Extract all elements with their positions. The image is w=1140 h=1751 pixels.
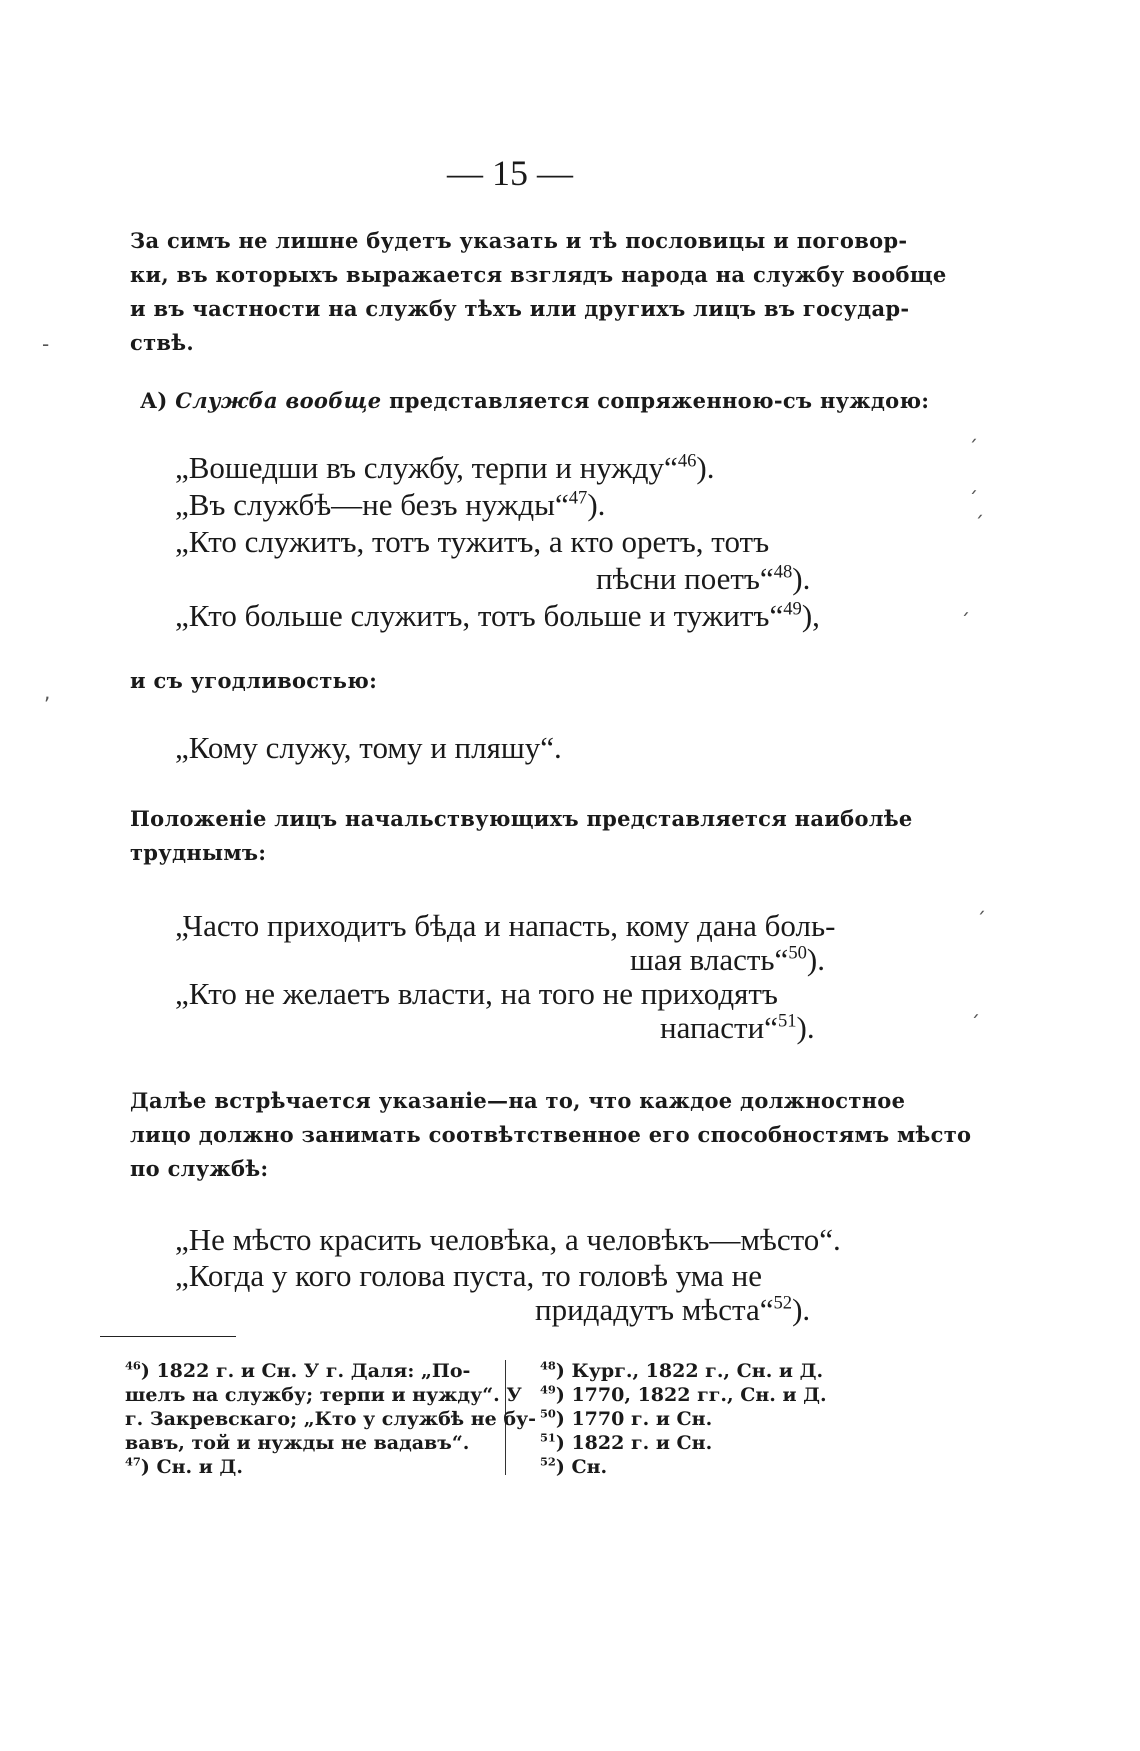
page-number: — 15 — [447,153,573,193]
place-intro-line-3: по службѣ: [130,1156,269,1181]
footnote-50 [540,1408,712,1430]
margin-dash-mark: - [42,332,50,356]
margin-pencil-mark: ˊ [968,436,978,460]
intro-line-4: ствѣ. [130,330,194,355]
section-a-italic: Служба вообще [175,388,382,413]
proverb-need-3-line-1: „Кто служитъ, тотъ тужитъ, а кто оретъ, тотъ [175,524,770,559]
proverb-need-4 [175,598,820,634]
footnote-49-text: ) 1770, 1822 гг., Сн. и Д. [555,1384,827,1406]
footnote-ref-49: 49 [783,598,802,620]
proverb-power-2-line-1: „Кто не желаетъ власти, на того не приходятъ [175,976,778,1011]
intro-line-1: За симъ не лишне будетъ указать и тѣ пословицы и поговор- [130,228,908,253]
proverb-close: ). [792,1292,811,1327]
footnote-ref-50: 50 [788,942,807,964]
footnote-ref-48: 48 [773,561,793,583]
proverb-need-2 [175,487,605,523]
footnote-46-number: 46 [125,1358,141,1373]
proverb-need-1-text: „Вошедши въ службу, терпи и нужду“ [175,450,678,485]
proverb-power-2-line-2 [660,1010,815,1046]
footnote-50-number: 50 [540,1406,556,1421]
footnote-48 [540,1360,823,1382]
footnote-51-text: ) 1822 г. и Сн. [555,1432,713,1454]
proverb-close: ), [801,598,820,633]
proverb-place-2-line-2 [535,1292,810,1328]
footnote-51-number: 51 [540,1430,556,1445]
proverb-power-1-line-2 [630,942,825,978]
place-intro-line-1: Далѣе встрѣчается указаніе—на то, что каждое должностное [130,1088,906,1113]
footnote-46-line-1 [125,1360,470,1382]
servility-intro: и съ угодливостью: [130,668,378,693]
section-a-prefix: А) [140,388,168,413]
intro-line-2: ки, въ которыхъ выражается взглядъ народа на службу вообще [130,262,947,287]
footnote-46-line-4: вавъ, той и нужды не вадавъ“. [125,1432,470,1454]
footnote-ref-52: 52 [773,1292,793,1314]
footnote-46-line-3: г. Закревскаго; „Кто у службѣ не бу- [125,1408,537,1430]
proverb-close: ). [696,450,715,485]
proverb-servility: „Кому служу, тому и пляшу“. [175,730,562,765]
margin-pencil-mark: ˏ [968,470,978,494]
proverb-close: ). [587,487,606,522]
margin-pencil-mark: ˏ [970,994,980,1018]
footnote-ref-47: 47 [568,487,588,509]
footnote-47-number: 47 [125,1454,141,1469]
proverb-close: ). [792,561,811,596]
margin-pencil-mark: ˊ [976,908,986,932]
proverb-need-3-line-2 [596,561,810,597]
section-a-rest: представляется сопряженною-съ нуждою: [389,388,930,413]
leaders-intro-line-2: труднымъ: [130,840,267,865]
proverb-place-1: „Не мѣсто красить человѣка, а человѣкъ—мѣсто“. [175,1222,841,1257]
proverb-need-4-text: „Кто больше служитъ, тотъ больше и тужитъ“ [175,598,784,633]
footnote-52 [540,1456,607,1478]
margin-dot-mark: , [44,680,51,704]
footnote-48-number: 48 [540,1358,556,1373]
footnote-46-line-2: шелъ на службу; терпи и нужду“. У [125,1384,522,1406]
section-a-heading [140,388,929,413]
proverb-power-1-line-1: „Часто приходитъ бѣда и напасть, кому дана боль- [175,908,836,943]
leaders-intro-line-1: Положеніе лицъ начальствующихъ представляется наиболѣе [130,806,913,831]
footnote-46-text: ) 1822 г. и Сн. У г. Даля: „По- [140,1360,471,1382]
place-intro-line-2: лицо должно занимать соотвѣтственное его способностямъ мѣсто [130,1122,972,1147]
proverb-power-1-text: шая власть“ [630,942,789,977]
footnote-48-text: ) Кург., 1822 г., Сн. и Д. [555,1360,824,1382]
proverb-need-2-text: „Въ службѣ—не безъ нужды“ [175,487,569,522]
proverb-need-1 [175,450,714,486]
proverb-close: ). [796,1010,815,1045]
footnote-49 [540,1384,827,1406]
footnote-50-text: ) 1770 г. и Сн. [555,1408,713,1430]
footnote-47 [125,1456,243,1478]
footnote-51 [540,1432,712,1454]
margin-pencil-mark: ˊ [974,512,984,536]
footnote-52-number: 52 [540,1454,556,1469]
footnote-ref-46: 46 [677,450,697,472]
footnote-47-text: ) Сн. и Д. [140,1456,243,1478]
proverb-need-3-text: пѣсни поетъ“ [596,561,774,596]
footnote-49-number: 49 [540,1382,556,1397]
proverb-place-2-text: придадутъ мѣста“ [535,1292,774,1327]
proverb-power-2-text: напасти“ [660,1010,778,1045]
margin-pencil-mark: ˏ [960,592,970,616]
proverb-place-2-line-1: „Когда у кого голова пуста, то головѣ ума не [175,1258,763,1293]
footnote-52-text: ) Сн. [555,1456,608,1478]
footnote-ref-51: 51 [777,1010,797,1032]
intro-line-3: и въ частности на службу тѣхъ или другихъ лицъ въ государ- [130,296,910,321]
proverb-close: ). [806,942,825,977]
footnote-rule [100,1336,236,1337]
